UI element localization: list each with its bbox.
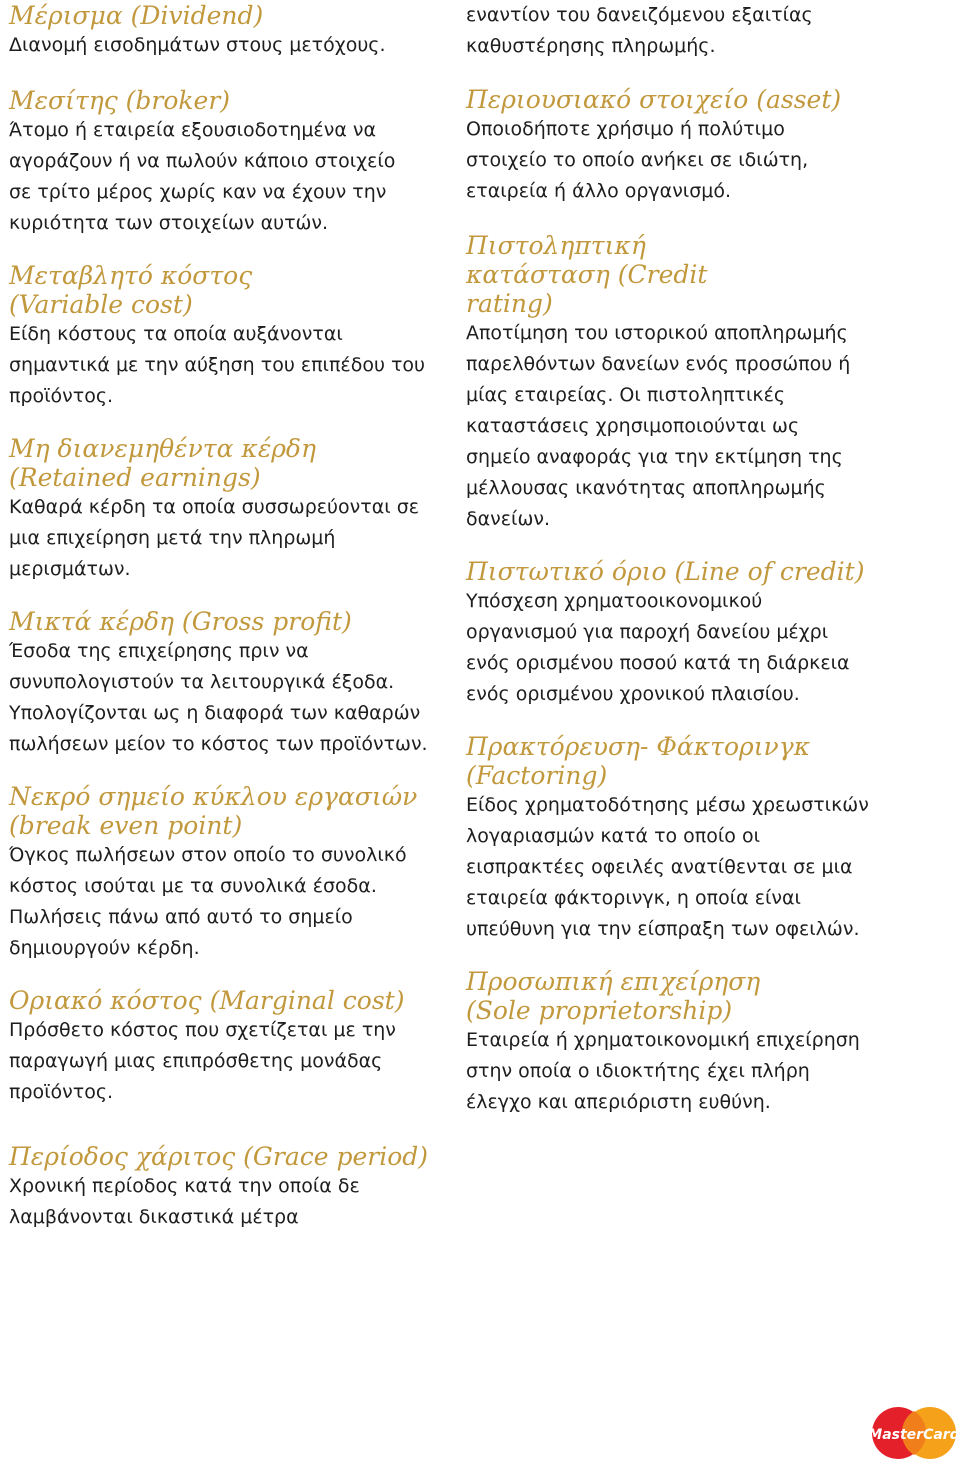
glossary-definition: Αποτίμηση του ιστορικού αποπληρωμής παρελθόντων δανείων ενός προσώπου ή μίας εταιρείας. Οι πιστοληπτικές καταστάσεις χρησιμοποιούνται ως σημείο αναφοράς για την εκτίμηση της μέλλουσας ικανότητας αποπληρωμής δανείων. <box>466 322 851 530</box>
glossary-entry-gross-profit <box>9 607 429 760</box>
glossary-entry-credit-rating <box>466 231 856 535</box>
glossary-term: Προσωπική επιχείρηση (Sole proprietorship) <box>466 967 761 1025</box>
glossary-entry-dividend <box>9 0 439 61</box>
mastercard-logo <box>868 1403 960 1463</box>
glossary-definition: Είδος χρηματοδότησης μέσω χρεωστικών λογαριασμών κατά το οποίο οι εισπρακτέες οφειλές ανατίθενται σε μια εταιρεία φάκτορινγκ, η οποία είναι υπεύθυνη για την είσπραξη των οφειλών. <box>466 794 869 940</box>
glossary-entry-marginal-cost <box>9 986 429 1108</box>
glossary-definition: Εταιρεία ή χρηματοικονομική επιχείρηση στην οποία ο ιδιοκτήτης έχει πλήρη έλεγχο και απεριόριστη ευθύνη. <box>466 1029 860 1113</box>
glossary-definition: Οποιοδήποτε χρήσιμο ή πολύτιμο στοιχείο το οποίο ανήκει σε ιδιώτη, εταιρεία ή άλλο οργανισμό. <box>466 118 809 202</box>
continued-definition: εναντίον του δανειζόμενου εξαιτίας καθυστέρησης πληρωμής. <box>466 4 813 57</box>
right-column <box>466 0 936 1118</box>
glossary-term: Νεκρό σημείο κύκλου εργασιών (break even point) <box>9 782 418 840</box>
glossary-term: Πιστοληπτική κατάσταση (Credit rating) <box>466 231 708 318</box>
glossary-entry-line-of-credit <box>466 557 866 710</box>
glossary-entry-break-even-point <box>9 782 429 964</box>
glossary-entry-broker <box>9 86 401 239</box>
glossary-definition: Όγκος πωλήσεων στον οποίο το συνολικό κόστος ισούται με τα συνολικά έσοδα. Πωλήσεις πάνω από αυτό το σημείο δημιουργούν κέρδη. <box>9 844 407 959</box>
glossary-term: Μη διανεμηθέντα κέρδη (Retained earnings) <box>9 434 316 492</box>
glossary-definition: Υπόσχεση χρηματοοικονομικού οργανισμού για παροχή δανείου μέχρι ενός ορισμένου ποσού κατά τη διάρκεια ενός ορισμένου χρονικού πλαισίου. <box>466 590 850 705</box>
glossary-term: Μεταβλητό κόστος (Variable cost) <box>9 261 253 319</box>
glossary-term: Μέρισμα (Dividend) <box>9 1 264 30</box>
glossary-entry-variable-cost <box>9 261 429 412</box>
glossary-definition: Άτομο ή εταιρεία εξουσιοδοτημένα να αγοράζουν ή να πωλούν κάποιο στοιχείο σε τρίτο μέρος χωρίς καν να έχουν την κυριότητα των στοιχείων αυτών. <box>9 119 396 234</box>
glossary-term: Πιστωτικό όριο (Line of credit) <box>466 557 865 586</box>
glossary-definition: Πρόσθετο κόστος που σχετίζεται με την παραγωγή μιας επιπρόσθετης μονάδας προϊόντος. <box>9 1019 396 1103</box>
glossary-entry-grace-period <box>9 1142 429 1233</box>
logo-text: MasterCard <box>868 1427 960 1443</box>
glossary-term: Περίοδος χάριτος (Grace period) <box>9 1142 429 1171</box>
glossary-definition: Χρονική περίοδος κατά την οποία δε λαμβάνονται δικαστικά μέτρα <box>9 1175 360 1228</box>
glossary-term: Οριακό κόστος (Marginal cost) <box>9 986 405 1015</box>
glossary-definition: Διανομή εισοδημάτων στους μετόχους. <box>9 34 386 56</box>
glossary-entry-sole-proprietorship <box>466 967 876 1118</box>
left-column <box>9 0 439 1233</box>
glossary-entry-factoring <box>466 732 876 945</box>
glossary-term: Μεσίτης (broker) <box>9 86 231 115</box>
glossary-definition: Είδη κόστους τα οποία αυξάνονται σημαντικά με την αύξηση του επιπέδου του προϊόντος. <box>9 323 426 407</box>
glossary-definition: Καθαρά κέρδη τα οποία συσσωρεύονται σε μια επιχείρηση μετά την πληρωμή μερισμάτων. <box>9 496 420 580</box>
glossary-term: Περιουσιακό στοιχείο (asset) <box>466 85 842 114</box>
glossary-definition: Έσοδα της επιχείρησης πριν να συνυπολογιστούν τα λειτουργικά έξοδα. Υπολογίζονται ως η διαφορά των καθαρών πωλήσεων μείον το κόστος των προϊόντων. <box>9 640 428 755</box>
glossary-term: Πρακτόρευση- Φάκτορινγκ (Factoring) <box>466 732 811 790</box>
glossary-term: Μικτά κέρδη (Gross profit) <box>9 607 352 636</box>
glossary-entry-retained-earnings <box>9 434 429 585</box>
glossary-entry-asset <box>466 85 842 207</box>
